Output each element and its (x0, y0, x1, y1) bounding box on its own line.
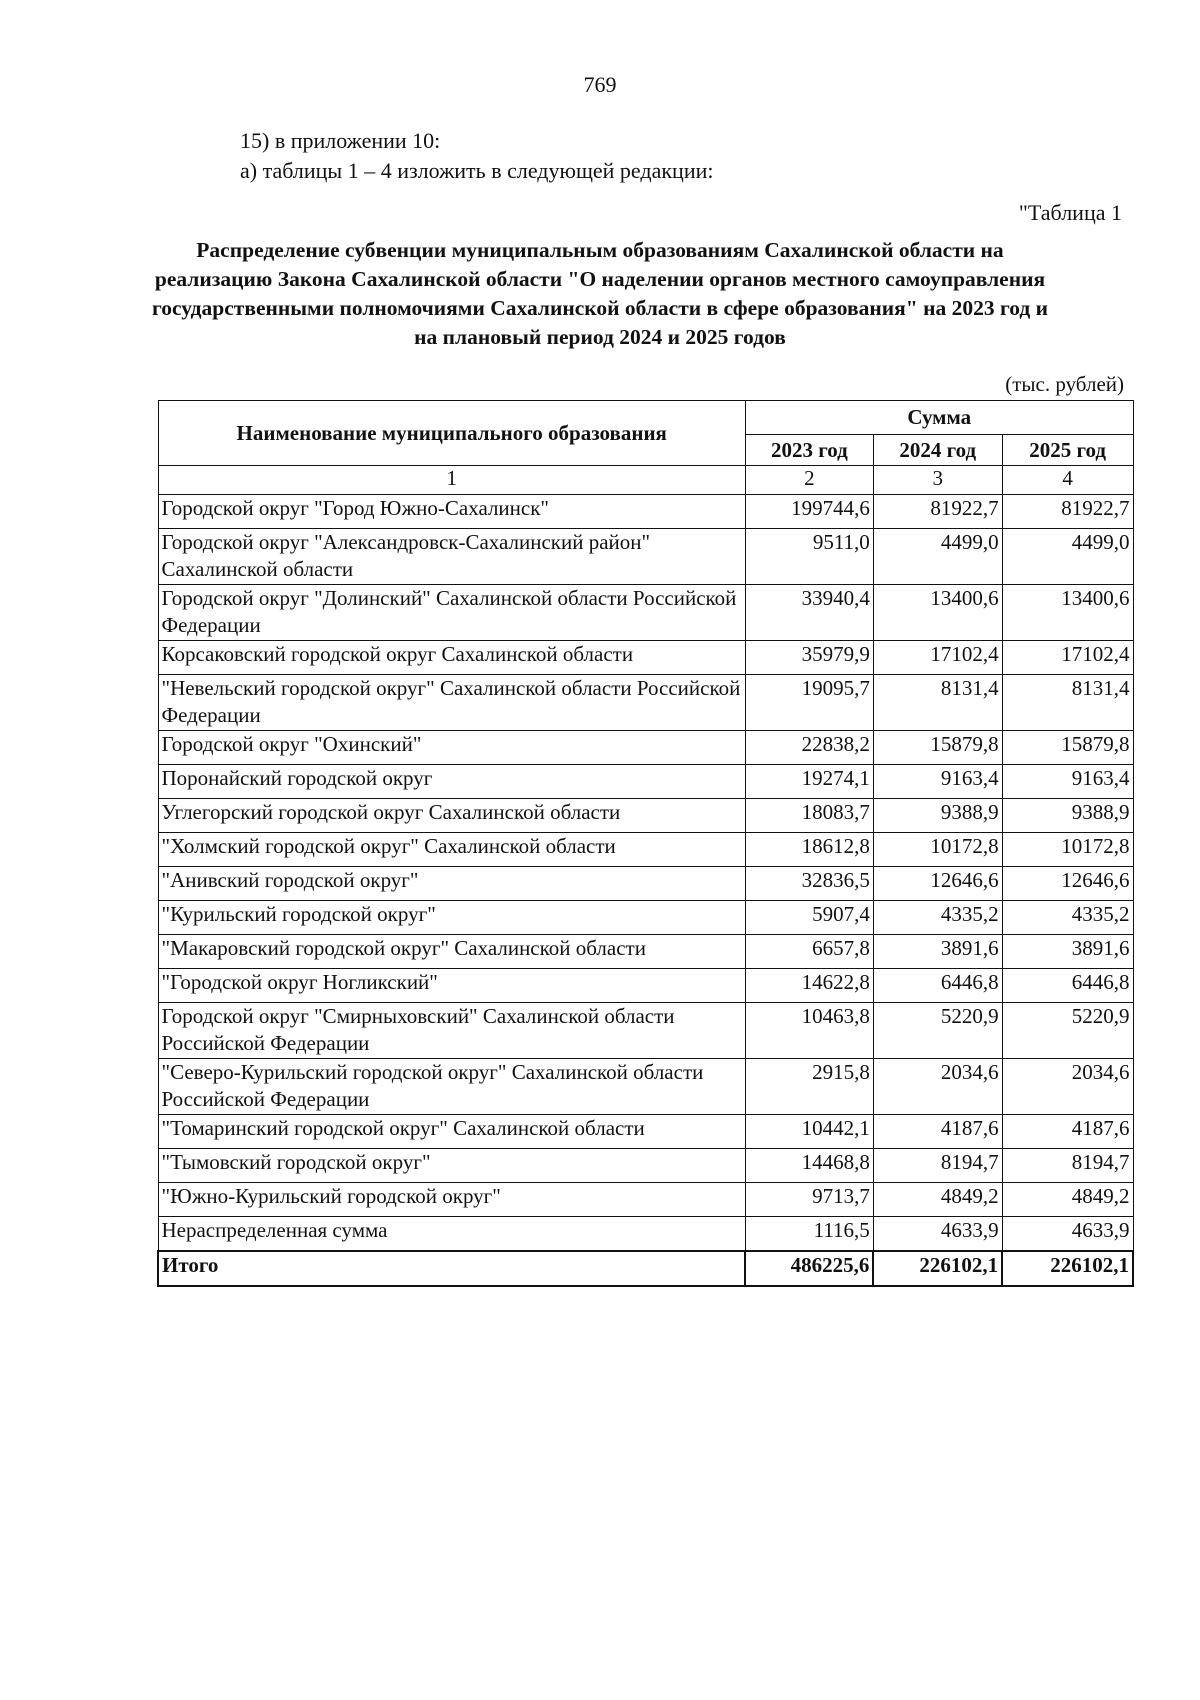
page-number: 769 (583, 72, 617, 97)
value-2023: 9511,0 (745, 529, 873, 585)
value-2024: 8194,7 (873, 1149, 1002, 1183)
value-2023: 10442,1 (745, 1115, 873, 1149)
value-2025: 4335,2 (1002, 901, 1133, 935)
table-row (158, 585, 1133, 641)
value-2025: 5220,9 (1002, 1003, 1133, 1059)
row-name: Городской округ "Смирныховский" Сахалинской области Российской Федерации (158, 1003, 745, 1059)
value-2024: 4499,0 (873, 529, 1002, 585)
value-2024: 4633,9 (873, 1217, 1002, 1252)
table-row (158, 799, 1133, 833)
value-2025: 6446,8 (1002, 969, 1133, 1003)
value-2023: 6657,8 (745, 935, 873, 969)
value-2024: 13400,6 (873, 585, 1002, 641)
table-row (158, 675, 1133, 731)
table-row (158, 1217, 1133, 1252)
column-index: 2 (745, 466, 873, 495)
value-2023: 22838,2 (745, 731, 873, 765)
table-row (158, 641, 1133, 675)
value-2023: 14468,8 (745, 1149, 873, 1183)
value-2025: 15879,8 (1002, 731, 1133, 765)
value-2024: 10172,8 (873, 833, 1002, 867)
row-name: Городской округ "Охинский" (158, 731, 745, 765)
value-2025: 4849,2 (1002, 1183, 1133, 1217)
value-2023: 10463,8 (745, 1003, 873, 1059)
table-row (158, 969, 1133, 1003)
table-row (158, 901, 1133, 935)
total-2023: 486225,6 (745, 1251, 873, 1286)
value-2025: 4187,6 (1002, 1115, 1133, 1149)
row-name: Нераспределенная сумма (158, 1217, 745, 1252)
header-name: Наименование муниципального образования (158, 401, 745, 466)
intro-line-1: 15) в приложении 10: (240, 128, 441, 153)
table-row (158, 1183, 1133, 1217)
row-name: Городской округ "Александровск-Сахалинский район" Сахалинской области (158, 529, 745, 585)
intro-line-2: а) таблицы 1 – 4 изложить в следующей редакции: (240, 158, 714, 183)
value-2024: 4849,2 (873, 1183, 1002, 1217)
row-name: "Макаровский городской округ" Сахалинской области (158, 935, 745, 969)
row-name: "Курильский городской округ" (158, 901, 745, 935)
table-row (158, 935, 1133, 969)
value-2024: 9388,9 (873, 799, 1002, 833)
row-name: Городской округ "Долинский" Сахалинской области Российской Федерации (158, 585, 745, 641)
value-2024: 6446,8 (873, 969, 1002, 1003)
header-year-2024: 2024 год (873, 435, 1002, 466)
value-2023: 2915,8 (745, 1059, 873, 1115)
value-2023: 19274,1 (745, 765, 873, 799)
table-row (158, 1149, 1133, 1183)
value-2024: 17102,4 (873, 641, 1002, 675)
table-row (158, 867, 1133, 901)
table-title: Распределение субвенции муниципальным образованиям Сахалинской области на реализацию Закона Сахалинской области "О наделении органов местного самоуправления государственными полномочиями Сахалинской области в сфере образования" на 2023 год и на плановый период 2024 и 2025 годов (152, 238, 1048, 349)
row-name: Углегорский городской округ Сахалинской области (158, 799, 745, 833)
table-row (158, 1059, 1133, 1115)
row-name: "Южно-Курильский городской округ" (158, 1183, 745, 1217)
value-2025: 9388,9 (1002, 799, 1133, 833)
row-name: "Анивский городской округ" (158, 867, 745, 901)
table-row (158, 731, 1133, 765)
value-2023: 35979,9 (745, 641, 873, 675)
header-sum: Сумма (745, 401, 1133, 435)
total-label: Итого (158, 1251, 745, 1286)
header-year-2025: 2025 год (1002, 435, 1133, 466)
row-name: Городской округ "Город Южно-Сахалинск" (158, 495, 745, 529)
row-name: Поронайский городской округ (158, 765, 745, 799)
value-2023: 19095,7 (745, 675, 873, 731)
value-2024: 2034,6 (873, 1059, 1002, 1115)
value-2025: 8131,4 (1002, 675, 1133, 731)
row-name: "Северо-Курильский городской округ" Сахалинской области Российской Федерации (158, 1059, 745, 1115)
value-2024: 4187,6 (873, 1115, 1002, 1149)
total-2025: 226102,1 (1002, 1251, 1133, 1286)
value-2025: 4633,9 (1002, 1217, 1133, 1252)
value-2024: 5220,9 (873, 1003, 1002, 1059)
value-2025: 3891,6 (1002, 935, 1133, 969)
total-2024: 226102,1 (873, 1251, 1002, 1286)
value-2025: 8194,7 (1002, 1149, 1133, 1183)
value-2025: 2034,6 (1002, 1059, 1133, 1115)
row-name: "Невельский городской округ" Сахалинской области Российской Федерации (158, 675, 745, 731)
value-2023: 33940,4 (745, 585, 873, 641)
value-2023: 199744,6 (745, 495, 873, 529)
value-2023: 18083,7 (745, 799, 873, 833)
value-2023: 1116,5 (745, 1217, 873, 1252)
table-row (158, 1003, 1133, 1059)
value-2024: 8131,4 (873, 675, 1002, 731)
value-2024: 15879,8 (873, 731, 1002, 765)
value-2024: 9163,4 (873, 765, 1002, 799)
row-name: Корсаковский городской округ Сахалинской области (158, 641, 745, 675)
value-2024: 3891,6 (873, 935, 1002, 969)
value-2025: 9163,4 (1002, 765, 1133, 799)
table-row (158, 1115, 1133, 1149)
value-2025: 17102,4 (1002, 641, 1133, 675)
value-2023: 18612,8 (745, 833, 873, 867)
value-2024: 81922,7 (873, 495, 1002, 529)
value-2024: 12646,6 (873, 867, 1002, 901)
subvention-table (157, 400, 1134, 1287)
units-label: (тыс. рублей) (1005, 372, 1124, 396)
value-2025: 81922,7 (1002, 495, 1133, 529)
value-2025: 12646,6 (1002, 867, 1133, 901)
value-2023: 32836,5 (745, 867, 873, 901)
table-row (158, 529, 1133, 585)
column-index: 4 (1002, 466, 1133, 495)
table-label: "Таблица 1 (1018, 200, 1122, 225)
table-row (158, 833, 1133, 867)
value-2025: 13400,6 (1002, 585, 1133, 641)
row-name: "Холмский городской округ" Сахалинской области (158, 833, 745, 867)
column-index: 1 (158, 466, 745, 495)
value-2023: 14622,8 (745, 969, 873, 1003)
table-row (158, 495, 1133, 529)
table-row (158, 765, 1133, 799)
row-name: "Городской округ Ногликский" (158, 969, 745, 1003)
total-row (158, 1251, 1133, 1286)
value-2025: 4499,0 (1002, 529, 1133, 585)
row-name: "Тымовский городской округ" (158, 1149, 745, 1183)
value-2023: 9713,7 (745, 1183, 873, 1217)
value-2024: 4335,2 (873, 901, 1002, 935)
value-2025: 10172,8 (1002, 833, 1133, 867)
value-2023: 5907,4 (745, 901, 873, 935)
row-name: "Томаринский городской округ" Сахалинской области (158, 1115, 745, 1149)
column-index: 3 (873, 466, 1002, 495)
header-year-2023: 2023 год (745, 435, 873, 466)
